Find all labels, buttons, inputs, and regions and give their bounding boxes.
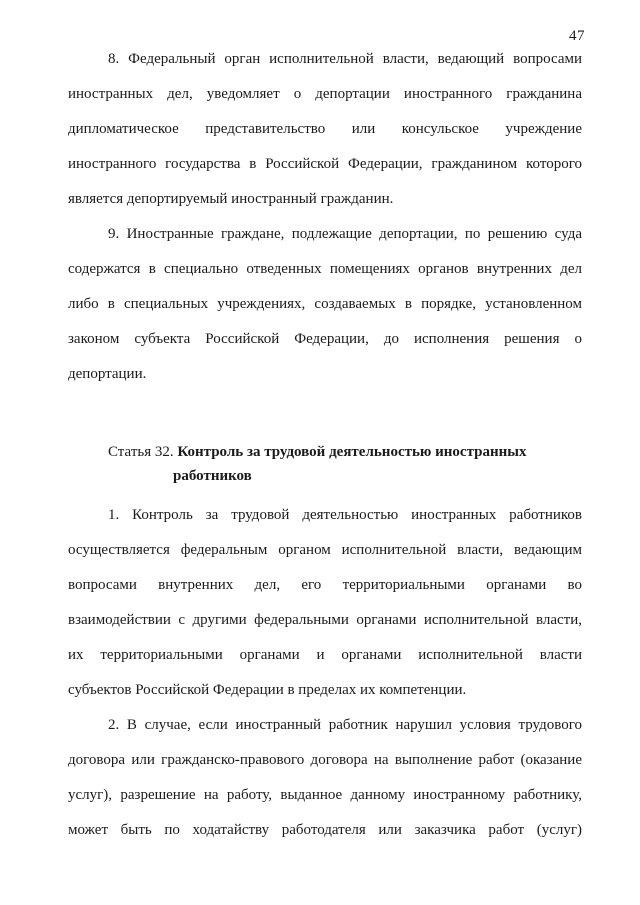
text-line: иностранных дел, уведомляет о депортации иностранного гражданина: [68, 86, 582, 102]
text-line: осуществляется федеральным органом исполнительной власти, ведающим: [68, 542, 582, 558]
text-line: законом субъекта Российской Федерации, до исполнения решения о: [68, 331, 582, 347]
article-title-text: Контроль за трудовой деятельностью иностранных: [177, 444, 527, 460]
text-line: 8. Федеральный орган исполнительной власти, ведающий вопросами: [108, 51, 582, 67]
article-title-text: работников: [173, 468, 252, 484]
text-line: либо в специальных учреждениях, создаваемых в порядке, установленном: [68, 296, 582, 312]
text-line: содержатся в специально отведенных помещениях органов внутренних дел: [68, 261, 582, 277]
text-line: иностранного государства в Российской Федерации, гражданином которого: [68, 156, 582, 172]
paragraph-item-1: [68, 498, 582, 708]
text-line: может быть по ходатайству работодателя или заказчика работ (услуг): [68, 822, 582, 838]
text-line: депортации.: [68, 366, 147, 382]
text-line: субъектов Российской Федерации в пределах их компетенции.: [68, 682, 467, 698]
text-line: 2. В случае, если иностранный работник нарушил условия трудового: [108, 717, 582, 733]
heading-line: [173, 464, 582, 488]
text-line: договора или гражданско-правового договора на выполнение работ (оказание: [68, 752, 582, 768]
text-line: 1. Контроль за трудовой деятельностью иностранных работников: [108, 507, 582, 523]
text-line: дипломатическое представительство или консульское учреждение: [68, 121, 582, 137]
paragraph-item-9: [68, 217, 582, 392]
paragraph-item-8: [68, 42, 582, 217]
text-line: вопросами внутренних дел, его территориальными органами во: [68, 577, 582, 593]
text-line: является депортируемый иностранный гражданин.: [68, 191, 394, 207]
text-line: их территориальными органами и органами исполнительной власти: [68, 647, 582, 663]
document-body: [68, 42, 582, 848]
text-line: взаимодействии с другими федеральными органами исполнительной власти,: [68, 612, 582, 628]
heading-line: [108, 440, 582, 464]
text-line: 9. Иностранные граждане, подлежащие депортации, по решению суда: [108, 226, 582, 242]
page-number: 47: [569, 28, 585, 44]
article-number-label: Статья 32.: [108, 444, 178, 460]
paragraph-item-2: [68, 708, 582, 848]
article-32-heading: [108, 440, 582, 488]
text-line: услуг), разрешение на работу, выданное данному иностранному работнику,: [68, 787, 582, 803]
